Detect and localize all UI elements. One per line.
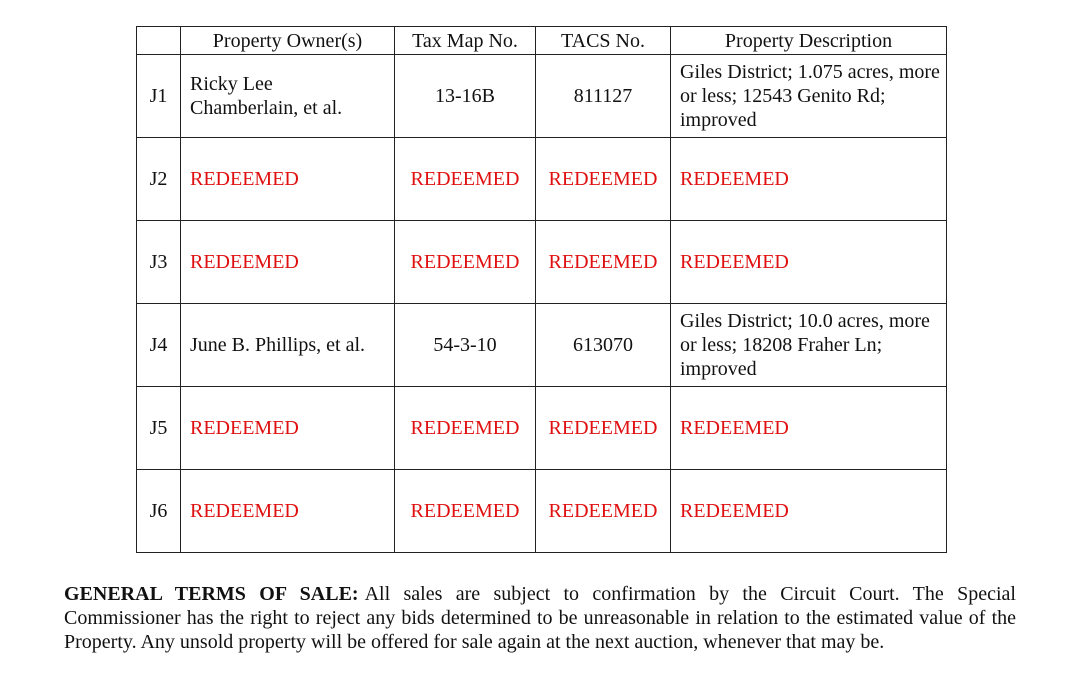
- row-id: J4: [137, 304, 181, 387]
- header-property-owner: Property Owner(s): [181, 27, 395, 55]
- owner-name-line: REDEEMED: [190, 500, 299, 522]
- row-property-description: Giles District; 1.075 acres, more or less; 12543 Genito Rd; improved: [671, 55, 947, 138]
- row-property-owner: [181, 387, 395, 470]
- row-property-owner: [181, 221, 395, 304]
- owner-name-line: June B. Phillips, et al.: [190, 334, 365, 356]
- table-header-row: [137, 27, 947, 55]
- table-row: [137, 55, 947, 138]
- table-row: [137, 221, 947, 304]
- row-id: J5: [137, 387, 181, 470]
- row-tacs-no: REDEEMED: [536, 221, 671, 304]
- row-tacs-no: 811127: [536, 55, 671, 138]
- property-sale-table: [136, 26, 947, 553]
- row-tax-map-no: REDEEMED: [395, 221, 536, 304]
- row-property-description: REDEEMED: [671, 470, 947, 553]
- row-tacs-no: REDEEMED: [536, 138, 671, 221]
- row-tacs-no: REDEEMED: [536, 470, 671, 553]
- row-property-owner: [181, 55, 395, 138]
- row-property-description: REDEEMED: [671, 138, 947, 221]
- row-tacs-no: 613070: [536, 304, 671, 387]
- table-row: [137, 387, 947, 470]
- owner-name-line: REDEEMED: [190, 251, 299, 273]
- row-property-owner: [181, 138, 395, 221]
- row-id: J1: [137, 55, 181, 138]
- row-property-description: REDEEMED: [671, 387, 947, 470]
- row-id: J2: [137, 138, 181, 221]
- table-body: [137, 55, 947, 553]
- owner-name-line: REDEEMED: [190, 168, 299, 190]
- terms-body: All sales are subject to confirmation by the Circuit Court. The Special Commissioner has the right to reject any bids determined to be unreasonable in relation to the estimated value of the Property. Any unsold property will be offered for sale again at the next auction, whenever that may be.: [64, 583, 1016, 653]
- table-row: [137, 304, 947, 387]
- general-terms-of-sale: [64, 582, 1016, 654]
- row-tax-map-no: REDEEMED: [395, 387, 536, 470]
- row-tax-map-no: REDEEMED: [395, 470, 536, 553]
- table-row: [137, 138, 947, 221]
- header-tacs-no: TACS No.: [536, 27, 671, 55]
- header-id: [137, 27, 181, 55]
- row-property-owner: [181, 470, 395, 553]
- terms-heading: GENERAL TERMS OF SALE:: [64, 583, 359, 605]
- row-tax-map-no: REDEEMED: [395, 138, 536, 221]
- row-id: J6: [137, 470, 181, 553]
- owner-name-line: Chamberlain, et al.: [190, 97, 343, 119]
- owner-name-line: Ricky Lee: [190, 73, 273, 95]
- header-property-description: Property Description: [671, 27, 947, 55]
- clipped-previous-text: [260, 0, 720, 4]
- row-tax-map-no: 54-3-10: [395, 304, 536, 387]
- table-row: [137, 470, 947, 553]
- row-property-owner: [181, 304, 395, 387]
- row-id: J3: [137, 221, 181, 304]
- header-tax-map-no: Tax Map No.: [395, 27, 536, 55]
- row-property-description: Giles District; 10.0 acres, more or less; 18208 Fraher Ln; improved: [671, 304, 947, 387]
- row-property-description: REDEEMED: [671, 221, 947, 304]
- row-tacs-no: REDEEMED: [536, 387, 671, 470]
- row-tax-map-no: 13-16B: [395, 55, 536, 138]
- owner-name-line: REDEEMED: [190, 417, 299, 439]
